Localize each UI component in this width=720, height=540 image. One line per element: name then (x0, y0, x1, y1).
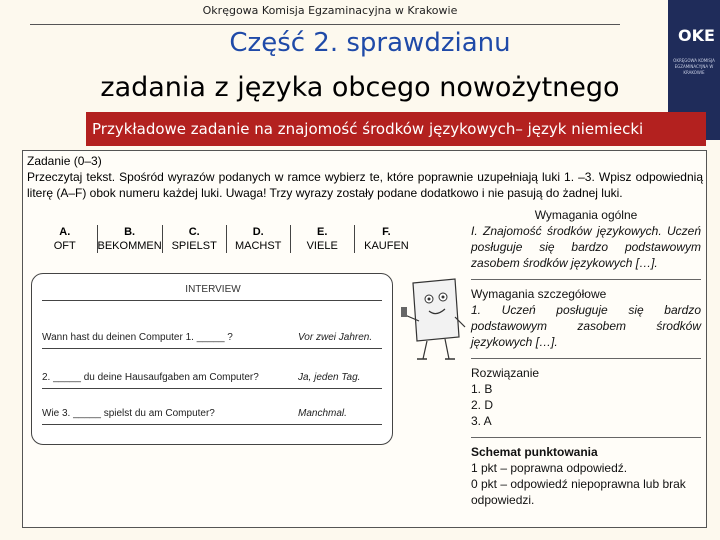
interview-card (31, 273, 393, 445)
header-rule (30, 24, 620, 25)
interview-title-rule (42, 300, 382, 301)
task-heading: Zadanie (0–3) (27, 154, 102, 168)
word-values-row (33, 239, 418, 253)
organization-name: Okręgowa Komisja Egzaminacyjna w Krakowie (202, 4, 458, 17)
solution-item: 2. D (471, 398, 494, 412)
general-requirements-title: Wymagania ogólne (534, 208, 638, 222)
general-requirements (471, 207, 701, 271)
requirements-panel (471, 207, 701, 525)
detailed-requirements-title: Wymagania szczegółowe (471, 287, 607, 301)
interview-question: 2. _____ du deine Hausaufgaben am Computer? (42, 372, 259, 383)
word-letter: E. (290, 225, 354, 239)
interview-question: Wann hast du deinen Computer 1. _____ ? (42, 332, 233, 343)
scoring-line: 0 pkt – odpowiedź niepoprawna lub brak odpowiedzi. (471, 477, 686, 507)
requirements-divider (471, 358, 701, 359)
general-requirements-body: I. Znajomość środków językowych. Uczeń posługuje się bardzo podstawowym zasobem środków językowych […]. (471, 224, 701, 270)
section-banner: Przykładowe zadanie na znajomość środków językowych– język niemiecki (86, 112, 706, 146)
logo-text: OKRĘGOWA KOMISJA EGZAMINACYJNA W KRAKOWIE (673, 58, 715, 75)
word-letter: A. (33, 225, 97, 239)
interview-title: INTERVIEW (185, 284, 241, 295)
solution-item: 1. B (471, 382, 493, 396)
word-letter: B. (97, 225, 162, 239)
interview-row-rule (42, 388, 382, 389)
slide-title-line1: Część 2. sprawdzianu (229, 28, 511, 58)
requirements-divider (471, 279, 701, 280)
interview-answer: Manchmal. (298, 408, 347, 419)
interview-question: Wie 3. _____ spielst du am Computer? (42, 408, 215, 419)
solution-title: Rozwiązanie (471, 366, 540, 380)
scoring-title: Schemat punktowania (471, 445, 598, 459)
word-value: VIELE (290, 239, 354, 253)
detailed-requirements-body: 1. Uczeń posługuje się bardzo podstawowym zasobem środków językowych […]. (471, 303, 701, 349)
solution-section (471, 365, 701, 429)
word-letter: C. (162, 225, 226, 239)
task-instruction: Przeczytaj tekst. Spośród wyrazów podanych w ramce wybierz te, które poprawnie uzupełniają luki 1. –3. Wpisz odpowiednią literę (A–F) obok numeru każdej luki. Uwaga! Trzy wyrazy zostały podane dodatkowo i nie pasują do żadnej luki. (27, 170, 703, 200)
solution-item: 3. A (471, 414, 492, 428)
requirements-divider (471, 437, 701, 438)
task-box (22, 150, 707, 528)
word-letter: D. (226, 225, 290, 239)
word-value: OFT (33, 239, 97, 253)
word-value: MACHST (226, 239, 290, 253)
interview-row-rule (42, 348, 382, 349)
interview-row-rule (42, 424, 382, 425)
reporter-mascot-icon (399, 275, 469, 365)
scoring-section (471, 444, 701, 508)
word-value: SPIELST (162, 239, 226, 253)
scoring-line: 1 pkt – poprawna odpowiedź. (471, 461, 628, 475)
slide-title-line2: zadania z języka obcego nowożytnego (100, 72, 620, 103)
logo-mark: OKE (678, 26, 715, 45)
interview-answer: Ja, jeden Tag. (298, 372, 361, 383)
interview-answer: Vor zwei Jahren. (298, 332, 373, 343)
word-box-table (33, 225, 418, 253)
detailed-requirements (471, 286, 701, 350)
word-value: BEKOMMEN (97, 240, 162, 252)
word-value: KAUFEN (364, 240, 409, 252)
word-letters-row (33, 225, 418, 239)
word-letter: F. (382, 226, 391, 238)
